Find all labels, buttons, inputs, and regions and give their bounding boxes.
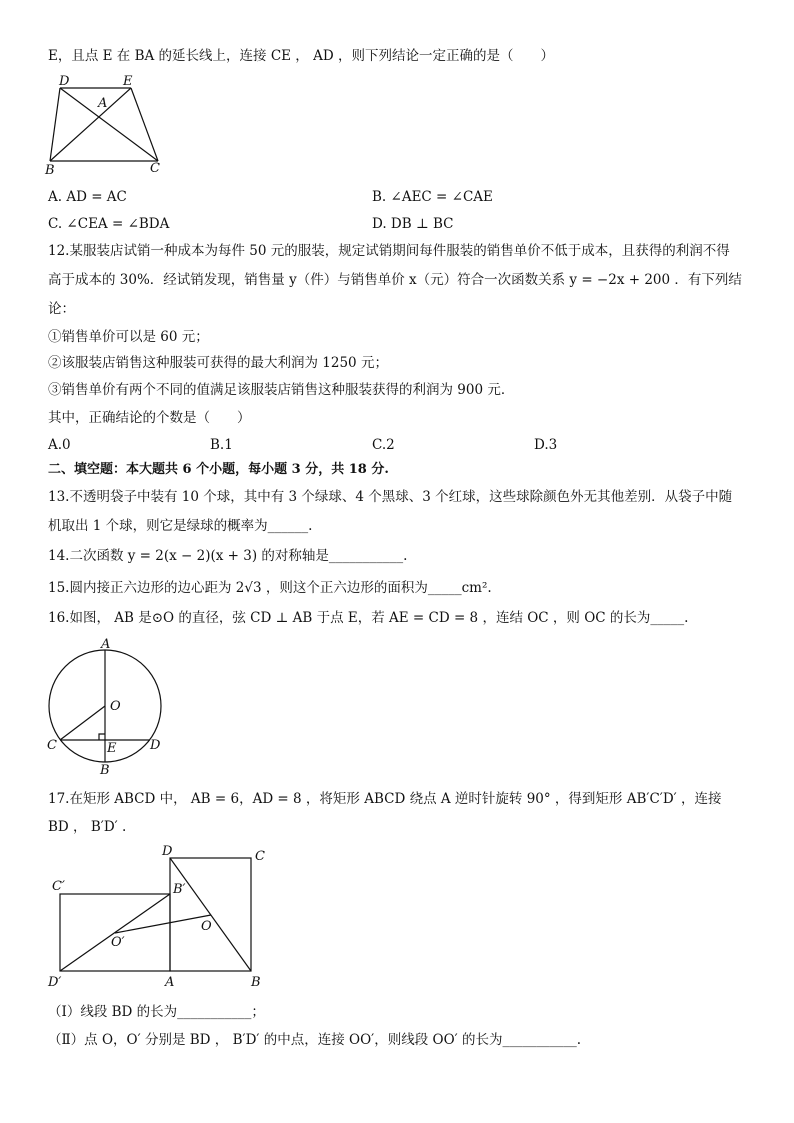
q11-option-b: B. ∠AEC = ∠CAE bbox=[372, 189, 493, 205]
q16-label-e: E bbox=[107, 741, 117, 756]
q16-label-o: O bbox=[110, 699, 121, 714]
q13-line2: 机取出 1 个球，则它是绿球的概率为______. bbox=[48, 518, 313, 534]
q17-label-c: C bbox=[255, 849, 265, 864]
q15-text: 15.圆内接正六边形的边心距为 2√3 ，则这个正六边形的面积为_____cm². bbox=[48, 580, 492, 596]
q12-item3: ③销售单价有两个不同的值满足该服装店销售这种服装获得的利润为 900 元． bbox=[48, 382, 515, 398]
q14-text: 14.二次函数 y = 2(x − 2)(x + 3) 的对称轴是___________. bbox=[48, 548, 408, 564]
q17-label-a: A bbox=[165, 975, 175, 990]
q12-option-d: D.3 bbox=[534, 437, 558, 453]
q13-line1: 13.不透明袋子中装有 10 个球，其中有 3 个绿球、4 个黑球、3 个红球，这些球除颜色外无其他差别．从袋子中随 bbox=[48, 489, 733, 505]
q11-label-e: E bbox=[123, 74, 133, 89]
q12-ask: 其中，正确结论的个数是（ ） bbox=[48, 410, 251, 426]
q11-stem: E，且点 E 在 BA 的延长线上，连接 CE ， AD ，则下列结论一定正确的是（ ） bbox=[48, 48, 554, 64]
q11-option-c: C. ∠CEA = ∠BDA bbox=[48, 216, 170, 232]
q16-text: 16.如图， AB 是⊙O 的直径，弦 CD ⊥ AB 于点 E，若 AE = CD = 8 ，连结 OC ，则 OC 的长为_____. bbox=[48, 610, 689, 626]
q17-label-b: B bbox=[251, 975, 261, 990]
q12-option-a: A.0 bbox=[48, 437, 71, 453]
q11-option-d: D. DB ⊥ BC bbox=[372, 216, 454, 232]
q17-label-o-prime: O′ bbox=[111, 935, 125, 950]
q17-part1: （Ⅰ）线段 BD 的长为___________； bbox=[48, 1004, 265, 1020]
q17-line1: 17.在矩形 ABCD 中， AB = 6，AD = 8 ，将矩形 ABCD 绕点 A 逆时针旋转 90° ，得到矩形 AB′C′D′ ，连接 bbox=[48, 791, 722, 807]
q12-line2: 高于成本的 30%．经试销发现，销售量 y（件）与销售单价 x（元）符合一次函数关系 y = −2x + 200 ．有下列结 bbox=[48, 272, 742, 288]
q17-label-o: O bbox=[201, 919, 212, 934]
section-heading: 二、填空题：本大题共 6 个小题，每小题 3 分，共 18 分. bbox=[48, 462, 389, 477]
q17-line2: BD ， B′D′ . bbox=[48, 819, 127, 835]
q16-label-c: C bbox=[47, 738, 57, 753]
q16-label-b: B bbox=[100, 763, 110, 778]
q11-label-a: A bbox=[98, 96, 108, 111]
q17-part2: （Ⅱ）点 O，O′ 分别是 BD ， B′D′ 的中点，连接 OO′，则线段 OO′ 的长为___________. bbox=[48, 1032, 582, 1048]
q12-option-b: B.1 bbox=[210, 437, 233, 453]
q12-option-c: C.2 bbox=[372, 437, 395, 453]
q12-line1: 12.某服装店试销一种成本为每件 50 元的服装，规定试销期间每件服装的销售单价不低于成本，且获得的利润不得 bbox=[48, 243, 730, 259]
q12-line3: 论： bbox=[48, 301, 75, 317]
q17-label-d: D bbox=[162, 844, 173, 859]
q11-option-a: A. AD = AC bbox=[48, 189, 127, 205]
q17-label-b-prime: B′ bbox=[173, 882, 186, 897]
q17-label-c-prime: C′ bbox=[52, 879, 65, 894]
q11-label-b: B bbox=[45, 163, 55, 178]
q11-label-c: C bbox=[150, 161, 160, 176]
q12-item2: ②该服装店销售这种服装可获得的最大利润为 1250 元； bbox=[48, 355, 388, 371]
q17-label-d-prime: D′ bbox=[48, 975, 62, 990]
q16-label-a: A bbox=[101, 637, 111, 652]
q11-label-d: D bbox=[59, 74, 70, 89]
q12-item1: ①销售单价可以是 60 元； bbox=[48, 329, 209, 345]
q16-label-d: D bbox=[150, 738, 161, 753]
